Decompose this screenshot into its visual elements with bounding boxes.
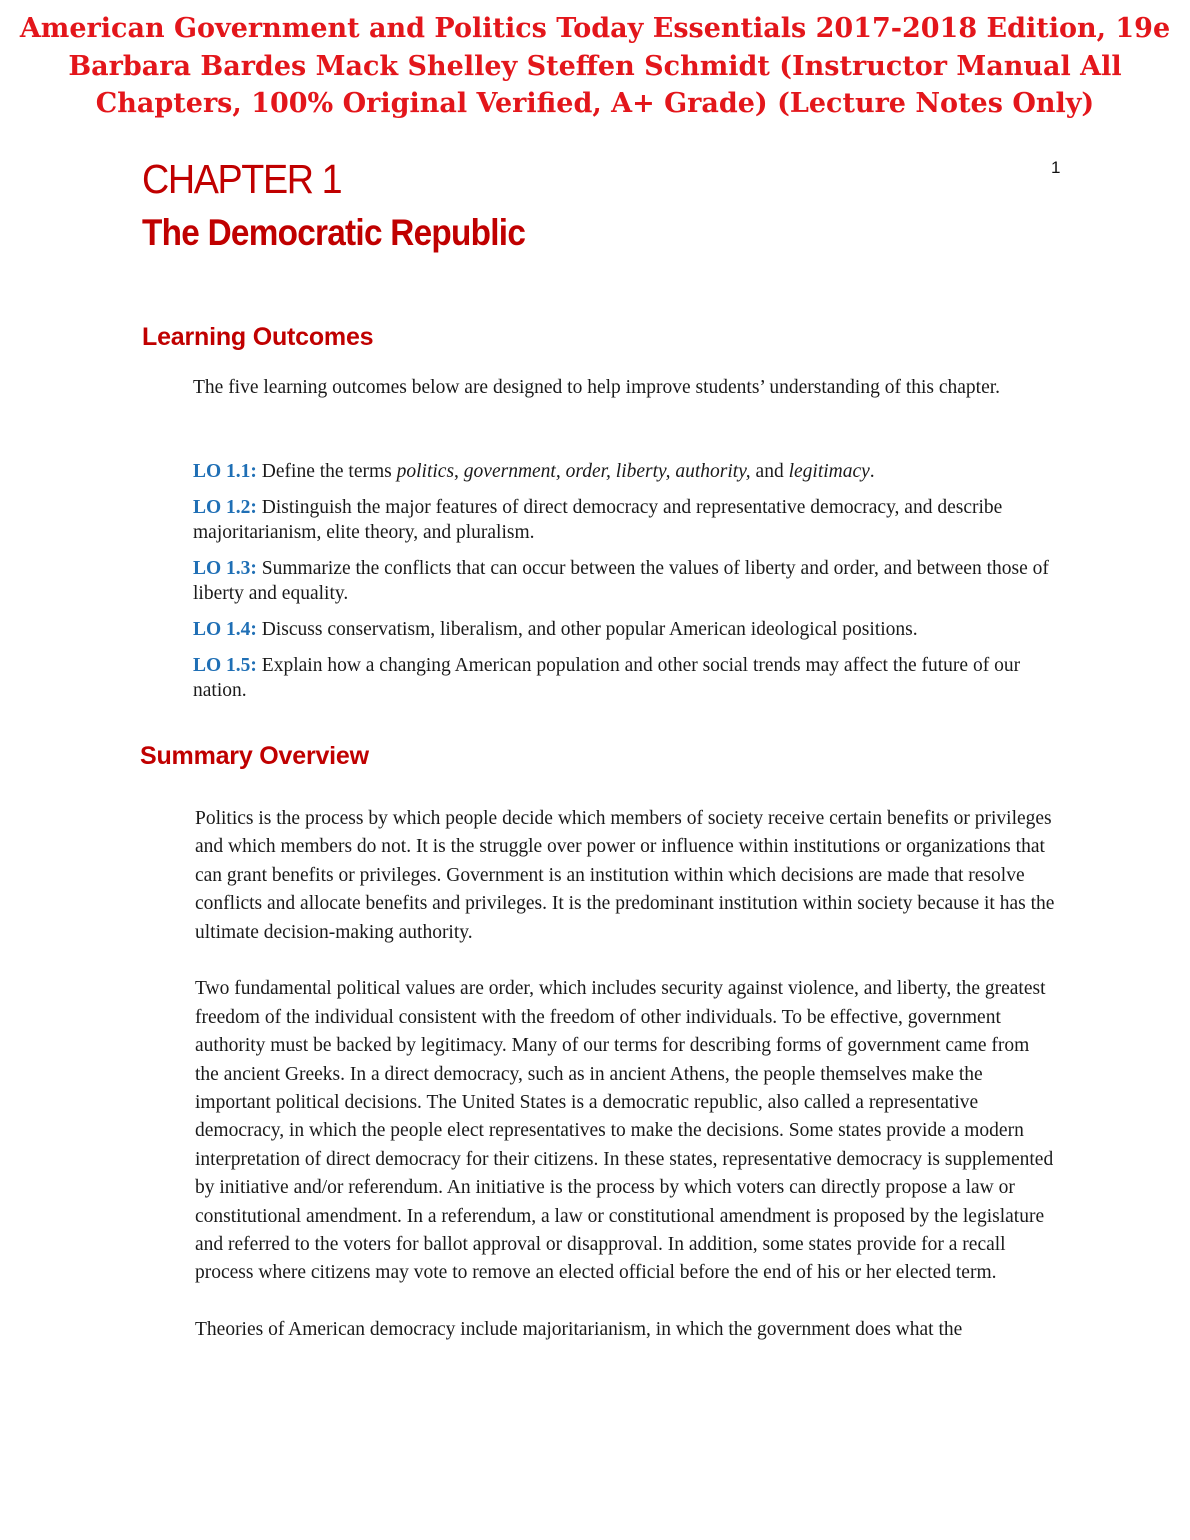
lo-text: Distinguish the major features of direct democracy and representative democracy, and describe majoritarianism, elite theory, and pluralism. xyxy=(193,497,1003,543)
banner-line-1: American Government and Politics Today Essentials 2017-2018 Edition, 19e xyxy=(19,13,1171,44)
chapter-label: CHAPTER 1 xyxy=(142,156,342,202)
lo-term: politics xyxy=(396,461,455,482)
summary-overview-heading: Summary Overview xyxy=(140,742,369,770)
summary-paragraph-3: Theories of American democracy include majoritarianism, in which the government does what the xyxy=(195,1319,963,1341)
lo-period: . xyxy=(869,461,875,482)
page-number: 1 xyxy=(1051,158,1061,177)
learning-outcome-5 xyxy=(193,653,1053,703)
banner-line-2: Barbara Bardes Mack Shelley Steffen Schmidt (Instructor Manual All xyxy=(68,50,1122,82)
lo-conjunction: and xyxy=(750,461,789,482)
learning-outcomes-intro: The five learning outcomes below are designed to help improve students’ understanding of this chapter. xyxy=(193,377,1001,398)
lo-text: Define the terms xyxy=(256,461,397,482)
lo-code: LO 1.5: xyxy=(193,655,257,676)
lo-code: LO 1.2: xyxy=(193,497,257,518)
summary-paragraph-2: Two fundamental political values are order, which includes security against violence, and liberty, the greatest freedom of the individual consistent with the freedom of other individuals. To be effective, government authority must be backed by legitimacy. Many of our terms for describing forms of government came from the ancient Greeks. In a direct democracy, such as in ancient Athens, the people themselves make the important political decisions. The United States is a democratic republic, also called a representative democracy, in which the people elect representatives to make the decisions. Some states provide a modern interpretation of direct democracy for their citizens. In these states, representative democracy is supplemented by initiative and/or referendum. An initiative is the process by which voters can directly propose a law or constitutional amendment. In a referendum, a law or constitutional amendment is proposed by the legislature and referred to the voters for ballot approval or disapproval. In addition, some states provide for a recall process where citizens may vote to remove an elected official before the end of his or her elected term. xyxy=(195,978,1054,1284)
summary-paragraph-1: Politics is the process by which people decide which members of society receive certain benefits or privileges and which members do not. It is the struggle over power or influence within institutions or organizations that can grant benefits or privileges. Government is an institution within which decisions are made that resolve conflicts and allocate benefits and privileges. It is the predominant institution within society because it has the ultimate decision-making authority. xyxy=(195,808,1055,943)
lo-terms: government, order, liberty, authority, xyxy=(463,461,751,482)
learning-outcome-2 xyxy=(193,495,1053,545)
lo-code: LO 1.3: xyxy=(193,558,257,579)
learning-outcome-4 xyxy=(193,617,1053,642)
lo-text: Discuss conservatism, liberalism, and other popular American ideological positions. xyxy=(256,619,918,640)
banner-line-3: Chapters, 100% Original Verified, A+ Grade) (Lecture Notes Only) xyxy=(95,88,1095,119)
learning-outcomes-list xyxy=(193,459,1053,714)
lo-text: Explain how a changing American population and other social trends may affect the future of our nation. xyxy=(193,655,1021,701)
learning-outcome-1 xyxy=(193,459,1053,484)
chapter-title: The Democratic Republic xyxy=(142,212,526,253)
document-banner xyxy=(0,10,1190,123)
lo-separator: , xyxy=(454,461,464,482)
summary-overview-body xyxy=(195,805,1055,1373)
lo-text: Summarize the conflicts that can occur between the values of liberty and order, and between those of liberty and equality. xyxy=(193,558,1049,604)
learning-outcome-3 xyxy=(193,556,1053,606)
lo-code: LO 1.4: xyxy=(193,619,257,640)
lo-term: legitimacy xyxy=(788,461,870,482)
learning-outcomes-heading: Learning Outcomes xyxy=(142,323,374,351)
lo-code: LO 1.1: xyxy=(193,461,257,482)
